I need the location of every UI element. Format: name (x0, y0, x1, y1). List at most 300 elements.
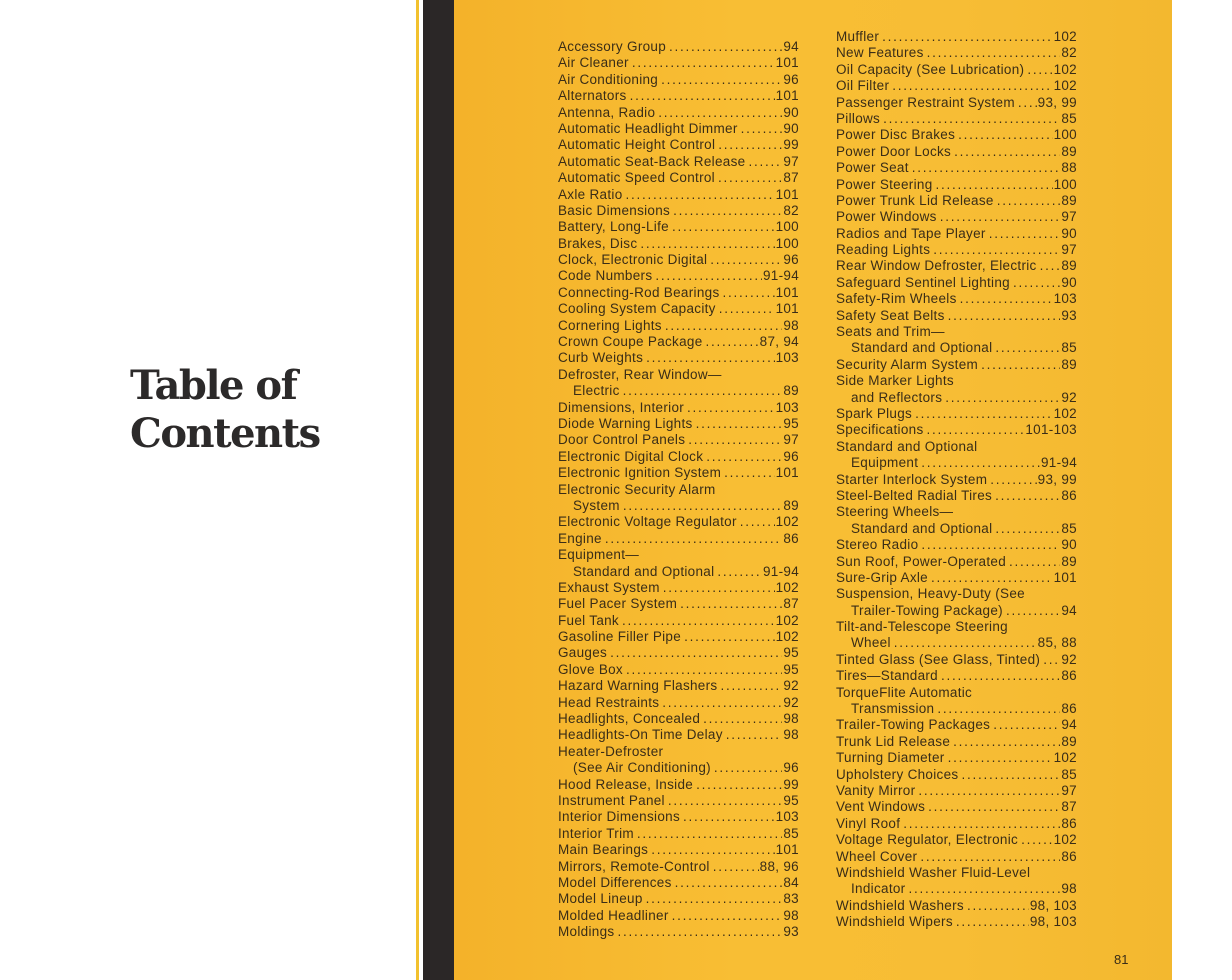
index-entry (836, 242, 1077, 258)
dot-leader (995, 488, 1060, 504)
index-entry (836, 554, 1077, 570)
dot-leader (623, 498, 783, 514)
index-entry-term: Suspension, Heavy-Duty (See (836, 586, 1025, 602)
dot-leader (928, 799, 1060, 815)
dot-leader (921, 537, 1060, 553)
index-entry (558, 187, 799, 203)
index-entry (836, 62, 1077, 78)
index-entry-term: Moldings (558, 924, 615, 940)
dot-leader (953, 734, 1060, 750)
index-entry-term: Specifications (836, 422, 924, 438)
index-entry-page: 86 (1061, 668, 1077, 684)
dot-leader (941, 668, 1060, 684)
page-title-line-2: Contents (130, 410, 320, 457)
index-entry-page: 87, 94 (759, 334, 799, 350)
index-entry-page: 85 (1061, 340, 1077, 356)
dot-leader (894, 635, 1037, 651)
index-entry-page: 91-94 (762, 268, 799, 284)
dot-leader (882, 29, 1052, 45)
dot-leader (937, 701, 1060, 717)
index-entry-page: 96 (783, 448, 799, 464)
index-entry-term: Gasoline Filler Pipe (558, 629, 682, 645)
index-entry-page: 97 (1061, 242, 1077, 258)
index-entry (558, 367, 799, 383)
index-entry-term: Automatic Seat-Back Release (558, 153, 746, 169)
left-page (0, 0, 416, 980)
index-entry (558, 432, 799, 448)
index-entry-term: (See Air Conditioning) (573, 760, 711, 776)
index-entry (836, 209, 1077, 225)
index-entry-term: Brakes, Disc (558, 235, 638, 251)
index-entry (836, 537, 1077, 553)
dot-leader (687, 400, 775, 416)
index-entry-page: 96 (783, 252, 799, 268)
index-entry-page: 89 (1061, 356, 1077, 372)
index-entry (558, 170, 799, 186)
index-entry-term: Windshield Washers (836, 897, 964, 913)
index-entry-page: 100 (1053, 176, 1077, 192)
index-entry-term: Model Differences (558, 874, 672, 890)
index-entry (558, 777, 799, 793)
dot-leader (713, 859, 759, 875)
index-entry-page: 101 (775, 55, 799, 71)
index-entry-term: Wheel Cover (836, 848, 918, 864)
dot-leader (995, 340, 1060, 356)
index-entry (836, 455, 1077, 471)
index-entry-term: Muffler (836, 29, 880, 44)
index-entry-page: 91-94 (1040, 455, 1077, 471)
index-entry-page: 90 (783, 104, 799, 120)
index-entry (558, 334, 799, 350)
dot-leader (931, 570, 1053, 586)
index-entry (558, 645, 799, 661)
index-entry-page: 98 (1061, 881, 1077, 897)
index-entry-page: 102 (1053, 405, 1077, 421)
dot-leader (990, 472, 1036, 488)
dot-leader (1006, 603, 1060, 619)
index-entry (558, 842, 799, 858)
index-entry (558, 236, 799, 252)
index-entry-page: 98 (783, 727, 799, 743)
index-entry (836, 95, 1077, 111)
dot-leader (655, 268, 762, 284)
index-entry-term: Steel-Belted Radial Tires (836, 487, 993, 503)
index-entry (836, 570, 1077, 586)
index-entry-page: 87 (783, 596, 799, 612)
index-entry-page: 102 (1053, 750, 1077, 766)
index-entry-page: 96 (783, 760, 799, 776)
dot-leader (958, 127, 1052, 143)
index-entry-page: 95 (783, 645, 799, 661)
index-entry-term: Upholstery Choices (836, 766, 959, 782)
dot-leader (912, 160, 1061, 176)
index-entry-term: Voltage Regulator, Electronic (836, 832, 1019, 848)
index-entry (558, 55, 799, 71)
index-entry-page: 87 (1061, 799, 1077, 815)
page-title-line-1: Table of (130, 362, 297, 409)
index-entry-page: 98 (783, 711, 799, 727)
dot-leader (669, 39, 782, 55)
dot-leader (717, 564, 762, 580)
index-entry (558, 121, 799, 137)
dot-leader (956, 914, 1029, 930)
index-entry (558, 318, 799, 334)
index-entry-page: 101 (775, 186, 799, 202)
index-entry-term: Connecting-Rod Bearings (558, 284, 720, 300)
dot-leader (748, 154, 782, 170)
index-entry (558, 629, 799, 645)
dot-leader (696, 416, 783, 432)
index-entry-term: Code Numbers (558, 268, 653, 284)
dot-leader (723, 285, 775, 301)
dot-leader (920, 849, 1060, 865)
index-entry-page: 94 (1061, 602, 1077, 618)
index-entry-term: Standard and Optional (573, 563, 715, 579)
index-entry (558, 400, 799, 416)
index-entry-page: 86 (1061, 815, 1077, 831)
dot-leader (997, 193, 1061, 209)
index-entry-page: 85 (1061, 110, 1077, 126)
index-entry-term: Headlights, Concealed (558, 711, 701, 727)
index-entry-page: 101-103 (1025, 422, 1077, 438)
index-entry-page: 82 (783, 202, 799, 218)
index-entry-term: Automatic Headlight Dimmer (558, 120, 738, 136)
dot-leader (719, 301, 775, 317)
index-entry-term: Fuel Pacer System (558, 596, 678, 612)
index-entry-page: 93, 99 (1037, 471, 1077, 487)
index-entry-term: Radios and Tape Player (836, 225, 986, 241)
index-entry-term: Dimensions, Interior (558, 399, 685, 415)
index-entry (836, 865, 1077, 881)
index-entry (558, 350, 799, 366)
index-entry-term: Tilt-and-Telescope Steering (836, 619, 1008, 635)
index-entry (558, 875, 799, 891)
index-entry (558, 252, 799, 268)
index-entry (558, 301, 799, 317)
index-entry-term: Engine (558, 530, 602, 546)
index-entry-term: Power Steering (836, 176, 933, 192)
index-entry (836, 29, 1077, 45)
index-entry-term: Defroster, Rear Window— (558, 366, 722, 382)
index-entry-term: Sure-Grip Axle (836, 569, 928, 585)
dot-leader (989, 226, 1061, 242)
index-entry (836, 750, 1077, 766)
index-entry (558, 859, 799, 875)
index-entry (836, 635, 1077, 651)
index-entry (836, 767, 1077, 783)
index-entry-term: and Reflectors (851, 389, 943, 405)
index-entry-term: Cornering Lights (558, 317, 662, 333)
index-entry-term: Power Seat (836, 160, 909, 176)
dot-leader (672, 908, 783, 924)
dot-leader (740, 514, 775, 530)
index-entry-term: Safeguard Sentinel Lighting (836, 274, 1010, 290)
dot-leader (688, 432, 782, 448)
index-entry-term: Trailer-Towing Package) (851, 602, 1003, 618)
dot-leader (1021, 832, 1053, 848)
dot-leader (706, 449, 782, 465)
dot-leader (921, 455, 1040, 471)
index-entry (558, 268, 799, 284)
index-entry (836, 816, 1077, 832)
dot-leader (658, 105, 782, 121)
index-entry (836, 521, 1077, 537)
index-entry-page: 103 (775, 350, 799, 366)
index-entry-term: Antenna, Radio (558, 104, 656, 120)
index-entry (836, 406, 1077, 422)
index-entry-term: Reading Lights (836, 242, 931, 258)
index-entry (558, 72, 799, 88)
index-entry-term: Curb Weights (558, 350, 644, 366)
index-entry-term: Stereo Radio (836, 537, 919, 553)
index-entry-term: Standard and Optional (851, 520, 993, 536)
dot-leader (1018, 95, 1037, 111)
dot-leader (995, 521, 1060, 537)
index-entry-term: Air Cleaner (558, 55, 629, 71)
index-entry-page: 92 (783, 678, 799, 694)
index-entry-term: Power Door Locks (836, 143, 952, 159)
index-entry-page: 82 (1061, 45, 1077, 61)
index-entry (836, 111, 1077, 127)
index-entry-page: 91-94 (762, 563, 799, 579)
index-entry-page: 101 (775, 301, 799, 317)
index-entry (558, 678, 799, 694)
index-entry (836, 45, 1077, 61)
index-entry-term: Safety Seat Belts (836, 307, 945, 323)
dot-leader (605, 531, 783, 547)
index-entry-page: 102 (775, 612, 799, 628)
index-entry-term: Electronic Voltage Regulator (558, 514, 737, 530)
dot-leader (672, 219, 775, 235)
index-entry (836, 78, 1077, 94)
index-entry (836, 717, 1077, 733)
index-entry-term: Turning Diameter (836, 750, 945, 766)
index-entry-page: 89 (1061, 143, 1077, 159)
index-entry (558, 449, 799, 465)
index-entry (836, 783, 1077, 799)
index-entry-page: 102 (1053, 78, 1077, 94)
index-entry (836, 619, 1077, 635)
index-entry-term: Equipment— (558, 547, 640, 563)
index-entry (836, 258, 1077, 274)
index-entry-page: 95 (783, 661, 799, 677)
index-entry (558, 416, 799, 432)
index-entry (558, 137, 799, 153)
dot-leader (892, 78, 1052, 94)
index-entry (558, 203, 799, 219)
index-entry (558, 465, 799, 481)
index-entry (836, 177, 1077, 193)
index-entry-term: Equipment (851, 455, 919, 471)
index-entry-page: 101 (775, 284, 799, 300)
index-entry-term: TorqueFlite Automatic (836, 684, 973, 700)
dot-leader (668, 793, 783, 809)
index-entry-page: 103 (775, 399, 799, 415)
dot-leader (918, 783, 1060, 799)
index-entry-page: 99 (783, 776, 799, 792)
index-entry-page: 88 (1061, 160, 1077, 176)
index-entry-page: 85 (1061, 520, 1077, 536)
dot-leader (720, 678, 782, 694)
dot-leader (903, 816, 1060, 832)
index-entry-term: Molded Headliner (558, 907, 669, 923)
page-title (130, 362, 320, 458)
index-entry (836, 308, 1077, 324)
index-entry (836, 603, 1077, 619)
index-entry-page: 98, 103 (1029, 914, 1077, 930)
index-entry (836, 144, 1077, 160)
index-entry-term: Interior Trim (558, 825, 634, 841)
dot-leader (981, 357, 1060, 373)
index-entry (558, 613, 799, 629)
index-entry-term: Windshield Washer Fluid-Level (836, 864, 1031, 880)
dot-leader (915, 406, 1052, 422)
index-entry (836, 504, 1077, 520)
index-entry (558, 498, 799, 514)
index-entry-page: 101 (1053, 569, 1077, 585)
index-entry (836, 340, 1077, 356)
index-entry-page: 89 (783, 383, 799, 399)
index-entry (558, 482, 799, 498)
dot-leader (683, 809, 775, 825)
index-entry-term: Windshield Wipers (836, 914, 953, 930)
gold-rule (416, 0, 419, 980)
index-entry-term: System (573, 497, 620, 513)
index-entry-term: Hood Release, Inside (558, 776, 694, 792)
index-column-left (558, 39, 799, 940)
dot-leader (933, 242, 1060, 258)
dot-leader (626, 662, 782, 678)
index-entry-page: 96 (783, 71, 799, 87)
index-entry-term: Interior Dimensions (558, 809, 680, 825)
index-entry-term: Safety-Rim Wheels (836, 291, 957, 307)
index-entry (836, 373, 1077, 389)
index-entry-page: 93 (1061, 307, 1077, 323)
index-entry (836, 488, 1077, 504)
index-entry-page: 89 (1061, 733, 1077, 749)
dot-leader (948, 308, 1061, 324)
dot-leader (718, 137, 782, 153)
index-entry-term: Oil Capacity (See Lubrication) (836, 61, 1025, 77)
index-entry (558, 596, 799, 612)
dot-leader (610, 645, 782, 661)
index-entry-page: 90 (1061, 225, 1077, 241)
index-entry-page: 97 (1061, 209, 1077, 225)
index-entry (558, 285, 799, 301)
index-entry-term: Electronic Security Alarm (558, 481, 716, 497)
index-entry-page: 102 (1053, 832, 1077, 848)
dot-leader (675, 875, 783, 891)
dot-leader (718, 170, 782, 186)
index-entry (836, 291, 1077, 307)
index-entry-term: Accessory Group (558, 39, 667, 54)
index-entry-term: Standard and Optional (851, 340, 993, 356)
index-entry-term: Trunk Lid Release (836, 733, 951, 749)
dot-leader (1043, 652, 1060, 668)
index-entry-term: Hazard Warning Flashers (558, 678, 718, 694)
index-entry-term: Heater-Defroster (558, 743, 664, 759)
index-entry-term: Power Disc Brakes (836, 127, 956, 143)
dot-leader (726, 727, 783, 743)
index-entry-term: Fuel Tank (558, 612, 619, 628)
dot-leader (632, 55, 775, 71)
index-entry-term: Pillows (836, 110, 881, 126)
index-entry-term: Battery, Long-Life (558, 219, 669, 235)
index-entry-term: Spark Plugs (836, 405, 913, 421)
index-column-right (836, 29, 1077, 930)
index-entry-page: 90 (783, 120, 799, 136)
dot-leader (626, 187, 775, 203)
index-entry-page: 92 (1061, 651, 1077, 667)
index-entry (836, 422, 1077, 438)
dot-leader (741, 121, 783, 137)
dot-leader (684, 629, 775, 645)
index-entry-term: Side Marker Lights (836, 373, 954, 389)
index-entry-term: Rear Window Defroster, Electric (836, 258, 1037, 274)
index-entry-page: 101 (775, 88, 799, 104)
index-entry-term: Vent Windows (836, 799, 926, 815)
page-number: 81 (1114, 952, 1129, 967)
index-entry-term: Tires—Standard (836, 668, 938, 684)
index-entry-page: 88, 96 (759, 858, 799, 874)
index-entry (836, 472, 1077, 488)
index-entry-term: Standard and Optional (836, 438, 978, 454)
index-entry (558, 760, 799, 776)
index-entry (558, 88, 799, 104)
index-entry (836, 685, 1077, 701)
dot-leader (630, 88, 775, 104)
index-entry (836, 357, 1077, 373)
dot-leader (1040, 258, 1061, 274)
index-entry-page: 98, 103 (1029, 897, 1077, 913)
index-entry-page: 94 (783, 39, 799, 54)
index-entry-page: 85, 88 (1037, 635, 1077, 651)
index-entry (558, 383, 799, 399)
dot-leader (961, 767, 1060, 783)
index-entry-page: 102 (775, 579, 799, 595)
dot-leader (662, 695, 782, 711)
index-entry-term: Door Control Panels (558, 432, 686, 448)
index-entry (558, 924, 799, 940)
dot-leader (651, 842, 774, 858)
index-entry-page: 101 (775, 842, 799, 858)
dot-leader (696, 777, 782, 793)
index-entry (836, 701, 1077, 717)
dot-leader (714, 760, 782, 776)
index-entry-term: Crown Coupe Package (558, 334, 703, 350)
index-entry (836, 799, 1077, 815)
index-entry (836, 668, 1077, 684)
index-entry-term: Diode Warning Lights (558, 415, 693, 431)
index-entry-term: Sun Roof, Power-Operated (836, 553, 1007, 569)
dot-leader (1009, 554, 1060, 570)
index-entry-page: 86 (783, 530, 799, 546)
index-entry-term: Glove Box (558, 661, 623, 677)
dot-leader (945, 390, 1060, 406)
index-entry-page: 97 (1061, 782, 1077, 798)
index-entry-page: 95 (783, 792, 799, 808)
index-entry-term: Indicator (851, 881, 906, 897)
dot-leader (724, 465, 774, 481)
dot-leader (908, 881, 1060, 897)
index-entry-page: 102 (1053, 61, 1077, 77)
index-entry (558, 514, 799, 530)
dot-leader (993, 717, 1060, 733)
index-entry-term: Vanity Mirror (836, 782, 916, 798)
dot-leader (646, 350, 774, 366)
index-entry (558, 826, 799, 842)
dot-leader (940, 209, 1061, 225)
